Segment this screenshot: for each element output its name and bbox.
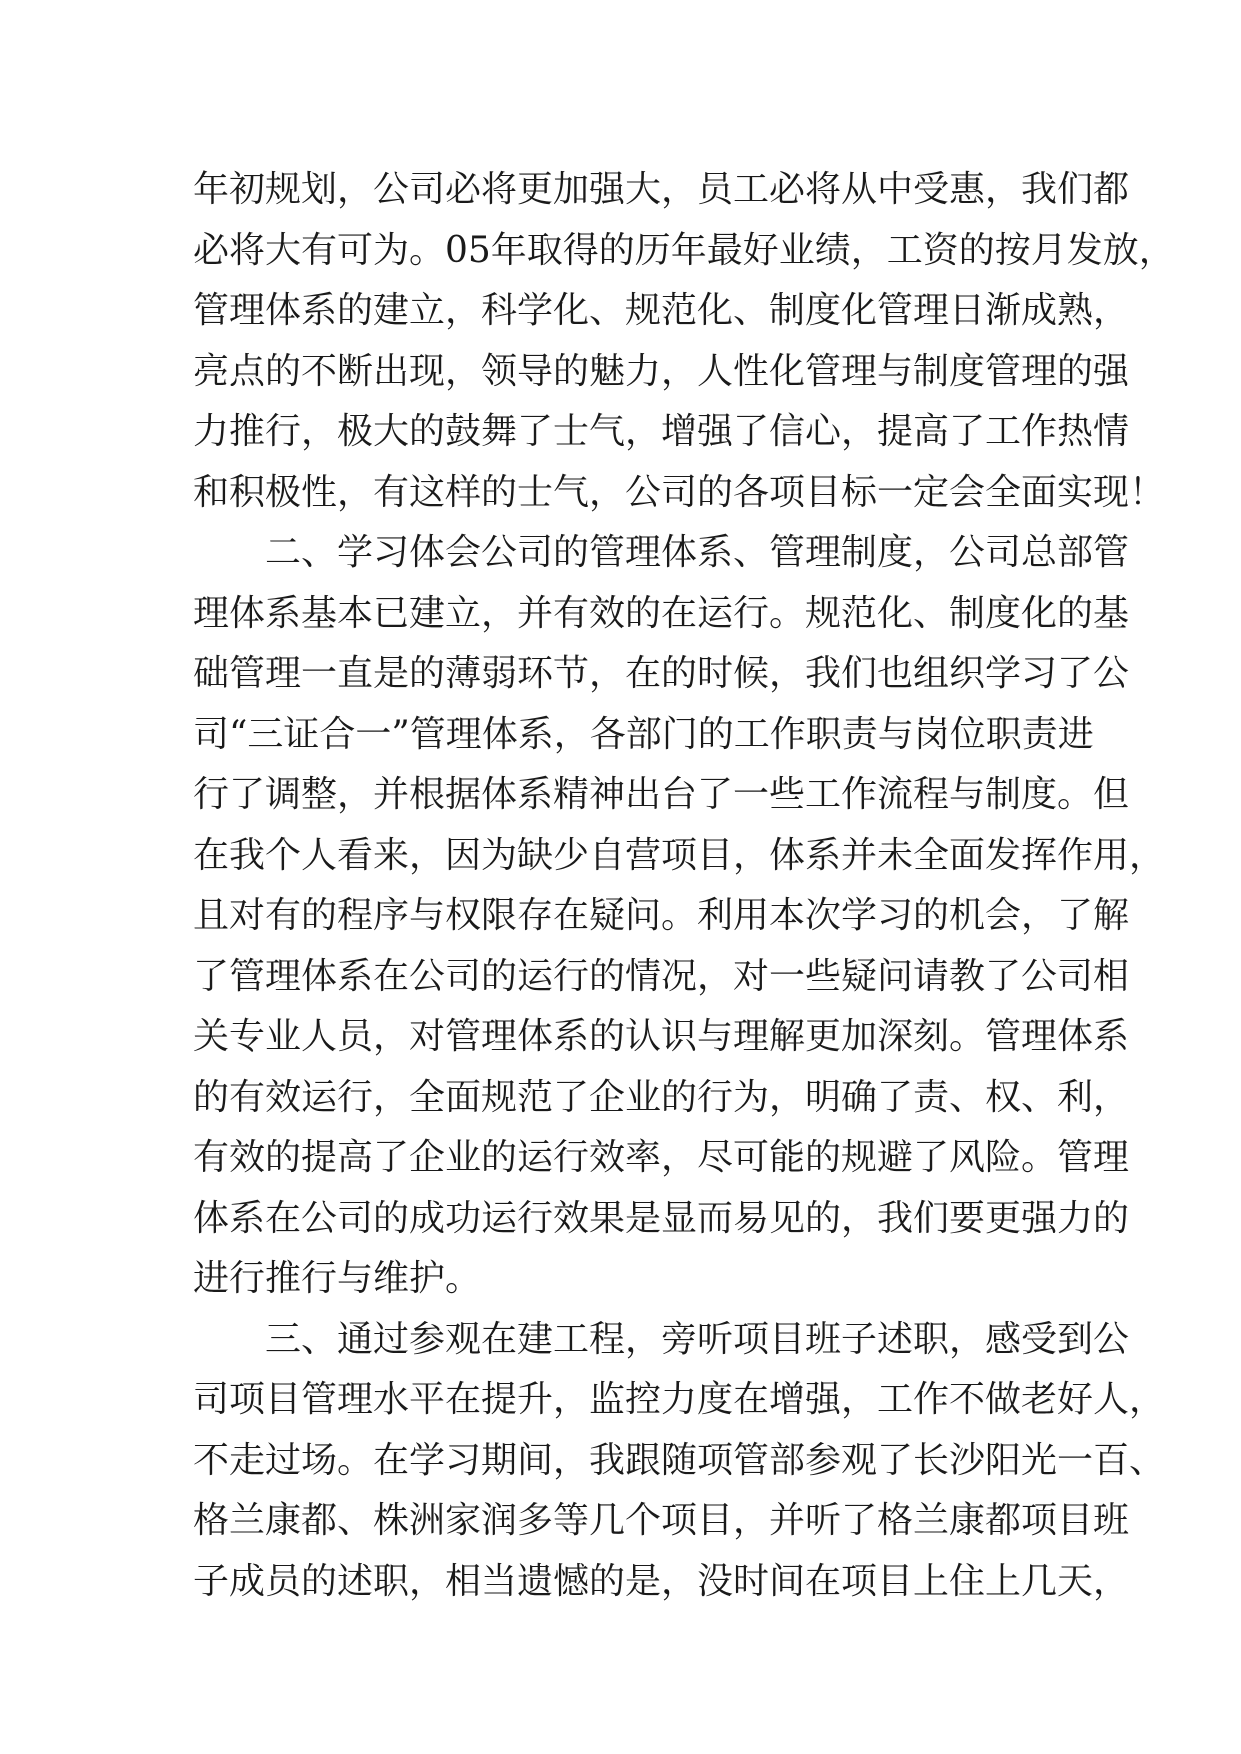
- text-line: 础管理一直是的薄弱环节，在的时候，我们也组织学习了公: [193, 653, 1130, 694]
- text-line: 司“三证合一”管理体系，各部门的工作职责与岗位职责进: [193, 713, 1094, 755]
- text-line: 不走过场。在学习期间，我跟随项管部参观了长沙阳光一百、: [193, 1439, 1166, 1481]
- body-text: [193, 160, 1175, 1612]
- text-line: 理体系基本已建立，并有效的在运行。规范化、制度化的基: [193, 592, 1130, 634]
- text-line: 子成员的述职，相当遗憾的是，没时间在项目上住上几天，: [193, 1560, 1130, 1602]
- text-line: 了管理体系在公司的运行的情况，对一些疑问请教了公司相: [193, 955, 1130, 997]
- text-line: 进行推行与维护。: [193, 1258, 482, 1299]
- text-line: 的有效运行，全面规范了企业的行为，明确了责、权、利，: [193, 1076, 1130, 1118]
- text-line: 有效的提高了企业的运行效率，尽可能的规避了风险。管理: [193, 1137, 1130, 1178]
- text-line: 亮点的不断出现，领导的魅力，人性化管理与制度管理的强: [193, 350, 1130, 392]
- text-line: 年初规划，公司必将更加强大，员工必将从中受惠，我们都: [193, 169, 1130, 210]
- text-line: 体系在公司的成功运行效果是显而易见的，我们要更强力的: [193, 1197, 1130, 1239]
- text-line: 必将大有可为。05年取得的历年最好业绩，工资的按月发放，: [193, 229, 1175, 271]
- text-line: 在我个人看来，因为缺少自营项目，体系并未全面发挥作用，: [193, 834, 1166, 876]
- text-line: 且对有的程序与权限存在疑问。利用本次学习的机会，了解: [193, 895, 1130, 936]
- paragraph-start-line: 三、通过参观在建工程，旁听项目班子述职，感受到公: [193, 1318, 1130, 1360]
- text-line: 司项目管理水平在提升，监控力度在增强，工作不做老好人，: [193, 1379, 1166, 1420]
- paragraph-start-line: 二、学习体会公司的管理体系、管理制度，公司总部管: [193, 532, 1130, 573]
- text-line: 管理体系的建立，科学化、规范化、制度化管理日渐成熟，: [193, 290, 1130, 331]
- text-line: 行了调整，并根据体系精神出台了一些工作流程与制度。但: [193, 774, 1130, 815]
- text-line: 和积极性，有这样的士气，公司的各项目标一定会全面实现！: [193, 471, 1166, 513]
- text-line: 力推行，极大的鼓舞了士气，增强了信心，提高了工作热情: [193, 411, 1130, 452]
- text-line: 关专业人员，对管理体系的认识与理解更加深刻。管理体系: [193, 1016, 1130, 1057]
- text-line: 格兰康都、株洲家润多等几个项目，并听了格兰康都项目班: [193, 1500, 1130, 1541]
